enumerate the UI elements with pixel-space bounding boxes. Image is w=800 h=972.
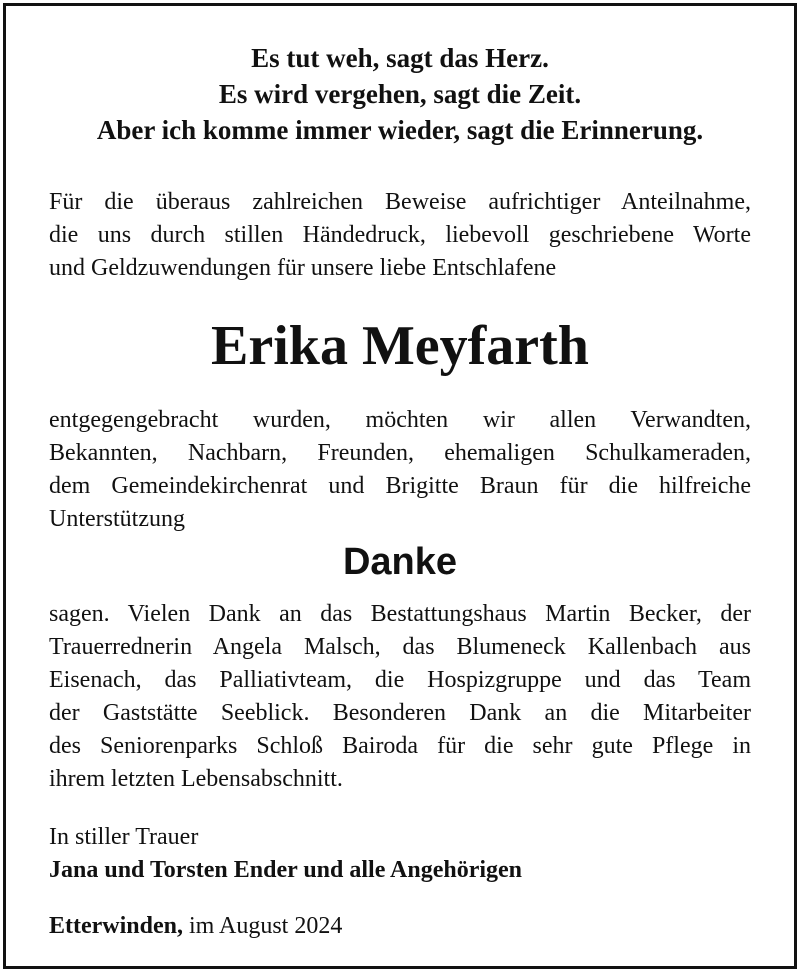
- closing-line: der Gaststätte Seeblick. Besonderen Dank an die Mitarbeiter: [49, 700, 751, 726]
- closing-line: sagen. Vielen Dank an das Bestattungshaus Martin Becker, der: [49, 601, 751, 627]
- closing-line: ihrem letzten Lebensabschnitt.: [49, 766, 343, 792]
- closing-line: des Seniorenparks Schloß Bairoda für die sehr gute Pflege in: [49, 733, 751, 759]
- motto-line: Es tut weh, sagt das Herz.: [251, 43, 549, 73]
- intro-line: und Geldzuwendungen für unsere liebe Entschlafene: [49, 255, 557, 281]
- place: Etterwinden,: [49, 913, 183, 939]
- mourners: Jana und Torsten Ender und alle Angehörigen: [49, 857, 523, 883]
- closing-line: Trauerrednerin Angela Malsch, das Blumeneck Kallenbach aus: [49, 634, 751, 660]
- place-date: [49, 910, 342, 943]
- thanks-paragraph: [49, 404, 751, 536]
- intro-line: Für die überaus zahlreichen Beweise aufrichtiger Anteilnahme,: [49, 189, 751, 215]
- deceased-name: Erika Meyfarth: [211, 315, 589, 377]
- thanks-line: Bekannten, Nachbarn, Freunden, ehemaligen Schulkameraden,: [49, 440, 751, 466]
- closing-paragraph: [49, 598, 751, 796]
- intro-line: die uns durch stillen Händedruck, liebevoll geschriebene Worte: [49, 222, 751, 248]
- mourning-label: In stiller Trauer: [49, 824, 199, 850]
- intro-paragraph: [49, 186, 751, 285]
- thanks-line: Unterstützung: [49, 506, 185, 532]
- thanks-line: entgegengebracht wurden, möchten wir allen Verwandten,: [49, 407, 751, 433]
- date: im August 2024: [189, 913, 343, 939]
- motto-line: Es wird vergehen, sagt die Zeit.: [218, 79, 582, 109]
- danke-heading: Danke: [342, 541, 458, 583]
- thanks-line: dem Gemeindekirchenrat und Brigitte Braun für die hilfreiche: [49, 473, 751, 499]
- closing-line: Eisenach, das Palliativteam, die Hospizgruppe und das Team: [49, 667, 751, 693]
- motto: [49, 40, 751, 148]
- notice-frame: [3, 3, 797, 969]
- motto-line: Aber ich komme immer wieder, sagt die Erinnerung.: [96, 115, 704, 145]
